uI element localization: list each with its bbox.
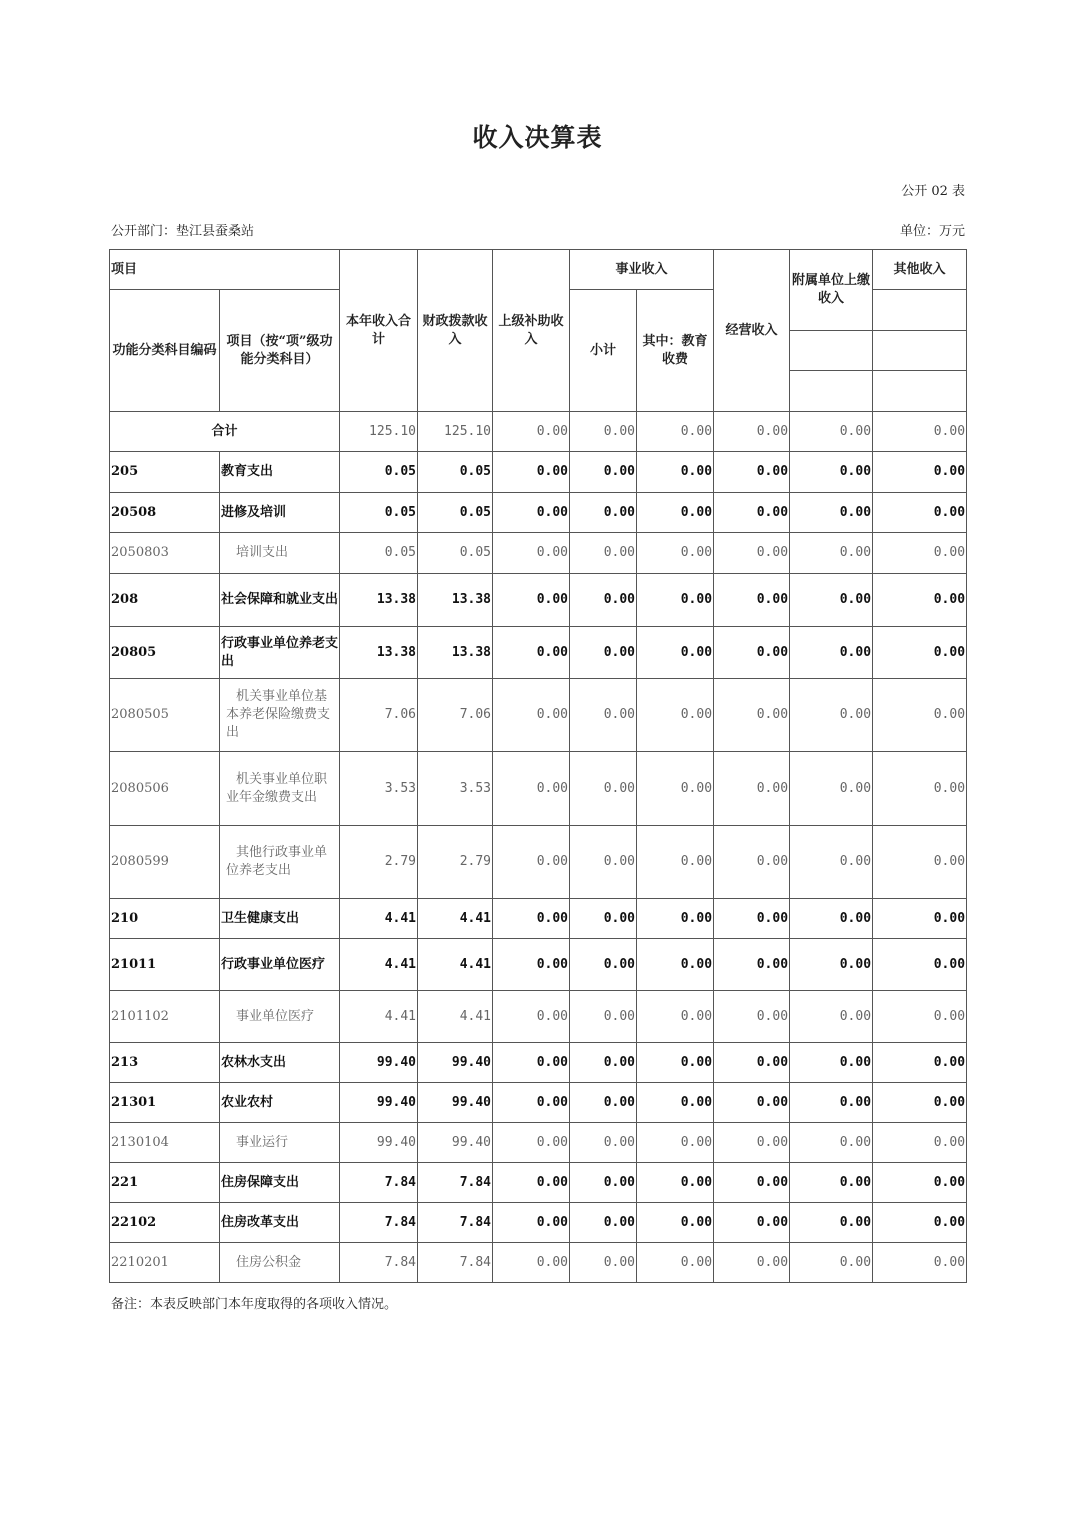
header-business: 事业收入 [570,250,714,290]
row-value: 99.40 [340,1043,418,1083]
row-value: 0.00 [493,1243,570,1283]
row-value: 0.00 [790,493,873,533]
row-code: 2050803 [110,533,220,574]
row-value: 7.06 [340,679,418,752]
row-code: 21011 [110,939,220,991]
row-name: 机关事业单位基本养老保险缴费支出 [220,679,340,752]
row-value: 0.00 [637,1123,714,1163]
row-value: 0.00 [637,752,714,826]
footnote: 备注：本表反映部门本年度取得的各项收入情况。 [111,1297,398,1312]
row-value: 99.40 [418,1043,493,1083]
total-value: 125.10 [340,412,418,452]
row-value: 0.00 [873,826,967,899]
row-value: 0.05 [340,493,418,533]
row-value: 0.00 [873,1163,967,1203]
header-affiliated: 附属单位上缴收入 [790,250,873,331]
row-code: 2080506 [110,752,220,826]
row-value: 99.40 [340,1123,418,1163]
total-value: 0.00 [493,412,570,452]
row-name: 住房公积金 [220,1243,340,1283]
row-value: 0.00 [873,991,967,1043]
row-value: 0.00 [637,939,714,991]
row-value: 0.00 [714,574,790,627]
row-value: 0.00 [873,679,967,752]
table-row [110,533,967,574]
row-value: 4.41 [340,991,418,1043]
row-value: 4.41 [418,899,493,939]
header-blank [873,371,967,412]
table-row [110,1243,967,1283]
row-value: 0.00 [714,533,790,574]
row-value: 0.00 [790,452,873,493]
row-value: 0.00 [570,991,637,1043]
row-value: 0.00 [570,1203,637,1243]
row-name: 机关事业单位职业年金缴费支出 [220,752,340,826]
table-row [110,627,967,679]
row-value: 4.41 [340,899,418,939]
row-value: 0.00 [790,1163,873,1203]
row-name: 社会保障和就业支出 [220,574,340,627]
row-value: 0.00 [570,452,637,493]
row-value: 0.00 [570,1083,637,1123]
row-name: 事业运行 [220,1123,340,1163]
total-value: 125.10 [418,412,493,452]
row-value: 0.00 [570,1163,637,1203]
row-value: 7.06 [418,679,493,752]
row-value: 0.00 [493,533,570,574]
row-value: 0.00 [637,452,714,493]
row-code: 2080599 [110,826,220,899]
row-value: 13.38 [418,574,493,627]
row-value: 0.00 [714,826,790,899]
row-value: 0.00 [873,1123,967,1163]
row-value: 0.00 [493,574,570,627]
row-value: 0.05 [340,533,418,574]
header-code: 功能分类科目编码 [110,290,220,412]
total-value: 0.00 [873,412,967,452]
total-row [110,412,967,452]
row-value: 0.00 [637,826,714,899]
row-value: 0.00 [493,1203,570,1243]
row-value: 0.00 [714,1123,790,1163]
row-code: 20508 [110,493,220,533]
row-value: 4.41 [418,991,493,1043]
row-value: 0.00 [790,1083,873,1123]
row-name: 事业单位医疗 [220,991,340,1043]
table-row [110,991,967,1043]
row-code: 213 [110,1043,220,1083]
row-value: 0.05 [418,493,493,533]
row-value: 0.00 [493,1043,570,1083]
row-name: 住房保障支出 [220,1163,340,1203]
row-name: 行政事业单位养老支出 [220,627,340,679]
table-row [110,1203,967,1243]
row-value: 0.00 [873,1083,967,1123]
row-value: 0.00 [714,1243,790,1283]
table-row [110,452,967,493]
row-value: 0.00 [714,627,790,679]
row-value: 0.00 [637,1083,714,1123]
row-value: 0.00 [637,1043,714,1083]
form-number: 公开 02 表 [901,184,965,199]
header-superior: 上级补助收入 [493,250,570,412]
row-value: 0.00 [790,627,873,679]
row-value: 0.00 [570,899,637,939]
header-project: 项目 [110,250,340,290]
table-row [110,1083,967,1123]
row-value: 0.00 [790,899,873,939]
row-value: 0.00 [637,1243,714,1283]
table-row [110,679,967,752]
row-value: 0.00 [873,574,967,627]
row-value: 0.00 [570,574,637,627]
total-value: 0.00 [714,412,790,452]
row-value: 0.00 [714,679,790,752]
row-value: 7.84 [418,1203,493,1243]
row-value: 0.00 [714,1203,790,1243]
row-name: 其他行政事业单位养老支出 [220,826,340,899]
table-row [110,574,967,627]
row-value: 2.79 [340,826,418,899]
row-value: 0.00 [790,991,873,1043]
row-value: 0.00 [873,1203,967,1243]
header-name: 项目（按“项”级功能分类科目） [220,290,340,412]
row-value: 0.00 [790,752,873,826]
row-name: 教育支出 [220,452,340,493]
row-value: 0.00 [637,899,714,939]
row-value: 0.00 [873,1243,967,1283]
row-value: 13.38 [340,627,418,679]
row-value: 0.00 [637,493,714,533]
header-other: 其他收入 [873,250,967,290]
row-code: 21301 [110,1083,220,1123]
row-code: 22102 [110,1203,220,1243]
row-value: 0.00 [493,826,570,899]
row-value: 0.05 [418,533,493,574]
row-value: 0.00 [637,533,714,574]
header-subtotal: 小计 [570,290,637,412]
header-blank [790,371,873,412]
row-value: 0.00 [493,1163,570,1203]
row-value: 0.00 [493,627,570,679]
row-name: 卫生健康支出 [220,899,340,939]
row-code: 2130104 [110,1123,220,1163]
row-value: 0.00 [790,1123,873,1163]
page-title: 收入决算表 [472,123,603,152]
row-value: 0.00 [790,826,873,899]
row-value: 0.00 [637,574,714,627]
total-value: 0.00 [790,412,873,452]
row-code: 208 [110,574,220,627]
row-value: 0.00 [790,574,873,627]
row-value: 0.00 [714,452,790,493]
header-edu-fee: 其中：教育收费 [637,290,714,412]
row-value: 0.00 [873,752,967,826]
row-value: 0.00 [790,533,873,574]
row-value: 0.00 [714,991,790,1043]
row-value: 2.79 [418,826,493,899]
row-value: 0.00 [790,1243,873,1283]
row-value: 0.00 [637,1163,714,1203]
row-value: 0.05 [340,452,418,493]
row-code: 2101102 [110,991,220,1043]
row-value: 0.00 [873,533,967,574]
table-row [110,1163,967,1203]
unit-label: 单位：万元 [899,224,965,239]
row-value: 0.00 [570,1043,637,1083]
row-value: 0.00 [873,899,967,939]
row-value: 0.00 [493,493,570,533]
row-name: 住房改革支出 [220,1203,340,1243]
row-value: 0.00 [493,991,570,1043]
header-operating: 经营收入 [714,250,790,412]
row-value: 0.00 [714,1083,790,1123]
row-value: 0.00 [570,939,637,991]
row-value: 13.38 [340,574,418,627]
row-name: 培训支出 [220,533,340,574]
row-name: 农业农村 [220,1083,340,1123]
row-name: 行政事业单位医疗 [220,939,340,991]
row-value: 0.00 [493,1083,570,1123]
row-code: 221 [110,1163,220,1203]
row-code: 210 [110,899,220,939]
row-value: 0.00 [493,939,570,991]
row-value: 0.00 [873,452,967,493]
row-value: 0.00 [790,679,873,752]
table-row [110,939,967,991]
row-value: 3.53 [418,752,493,826]
row-value: 0.00 [570,1123,637,1163]
row-value: 7.84 [340,1163,418,1203]
row-value: 0.00 [570,679,637,752]
header-total-income: 本年收入合计 [340,250,418,412]
table-row [110,493,967,533]
table-row [110,899,967,939]
row-value: 0.00 [873,627,967,679]
row-value: 0.00 [873,493,967,533]
row-code: 2080505 [110,679,220,752]
row-value: 0.00 [570,533,637,574]
header-blank [873,290,967,331]
row-value: 7.84 [418,1243,493,1283]
row-value: 0.00 [714,493,790,533]
row-value: 0.00 [570,752,637,826]
row-value: 0.00 [637,991,714,1043]
row-value: 0.00 [493,899,570,939]
row-value: 0.00 [873,1043,967,1083]
total-value: 0.00 [570,412,637,452]
row-value: 0.00 [493,1123,570,1163]
row-value: 0.00 [493,452,570,493]
row-value: 99.40 [418,1123,493,1163]
header-blank [873,331,967,371]
table-row [110,752,967,826]
table-row [110,1043,967,1083]
table-row [110,826,967,899]
row-value: 0.00 [637,627,714,679]
row-value: 4.41 [418,939,493,991]
row-value: 0.00 [570,826,637,899]
row-value: 0.00 [570,627,637,679]
total-value: 0.00 [637,412,714,452]
row-value: 99.40 [418,1083,493,1123]
row-value: 0.00 [714,1163,790,1203]
department-label: 公开部门：垫江县蚕桑站 [111,224,255,239]
row-value: 0.00 [570,1243,637,1283]
row-value: 13.38 [418,627,493,679]
income-table [109,249,967,1283]
row-code: 205 [110,452,220,493]
row-value: 0.00 [493,679,570,752]
row-value: 0.05 [418,452,493,493]
row-value: 4.41 [340,939,418,991]
total-label: 合计 [110,412,340,452]
row-code: 2210201 [110,1243,220,1283]
row-value: 3.53 [340,752,418,826]
row-value: 0.00 [714,939,790,991]
table-row [110,1123,967,1163]
row-value: 0.00 [714,752,790,826]
row-value: 0.00 [790,1203,873,1243]
row-value: 0.00 [873,939,967,991]
row-value: 0.00 [570,493,637,533]
row-value: 0.00 [790,939,873,991]
row-value: 0.00 [637,1203,714,1243]
row-name: 进修及培训 [220,493,340,533]
row-value: 7.84 [340,1243,418,1283]
header-fiscal: 财政拨款收入 [418,250,493,412]
row-value: 0.00 [790,1043,873,1083]
row-value: 7.84 [340,1203,418,1243]
row-value: 7.84 [418,1163,493,1203]
row-value: 0.00 [714,899,790,939]
row-value: 0.00 [493,752,570,826]
row-value: 0.00 [637,679,714,752]
row-value: 0.00 [714,1043,790,1083]
row-code: 20805 [110,627,220,679]
row-value: 99.40 [340,1083,418,1123]
row-name: 农林水支出 [220,1043,340,1083]
header-blank [790,331,873,371]
